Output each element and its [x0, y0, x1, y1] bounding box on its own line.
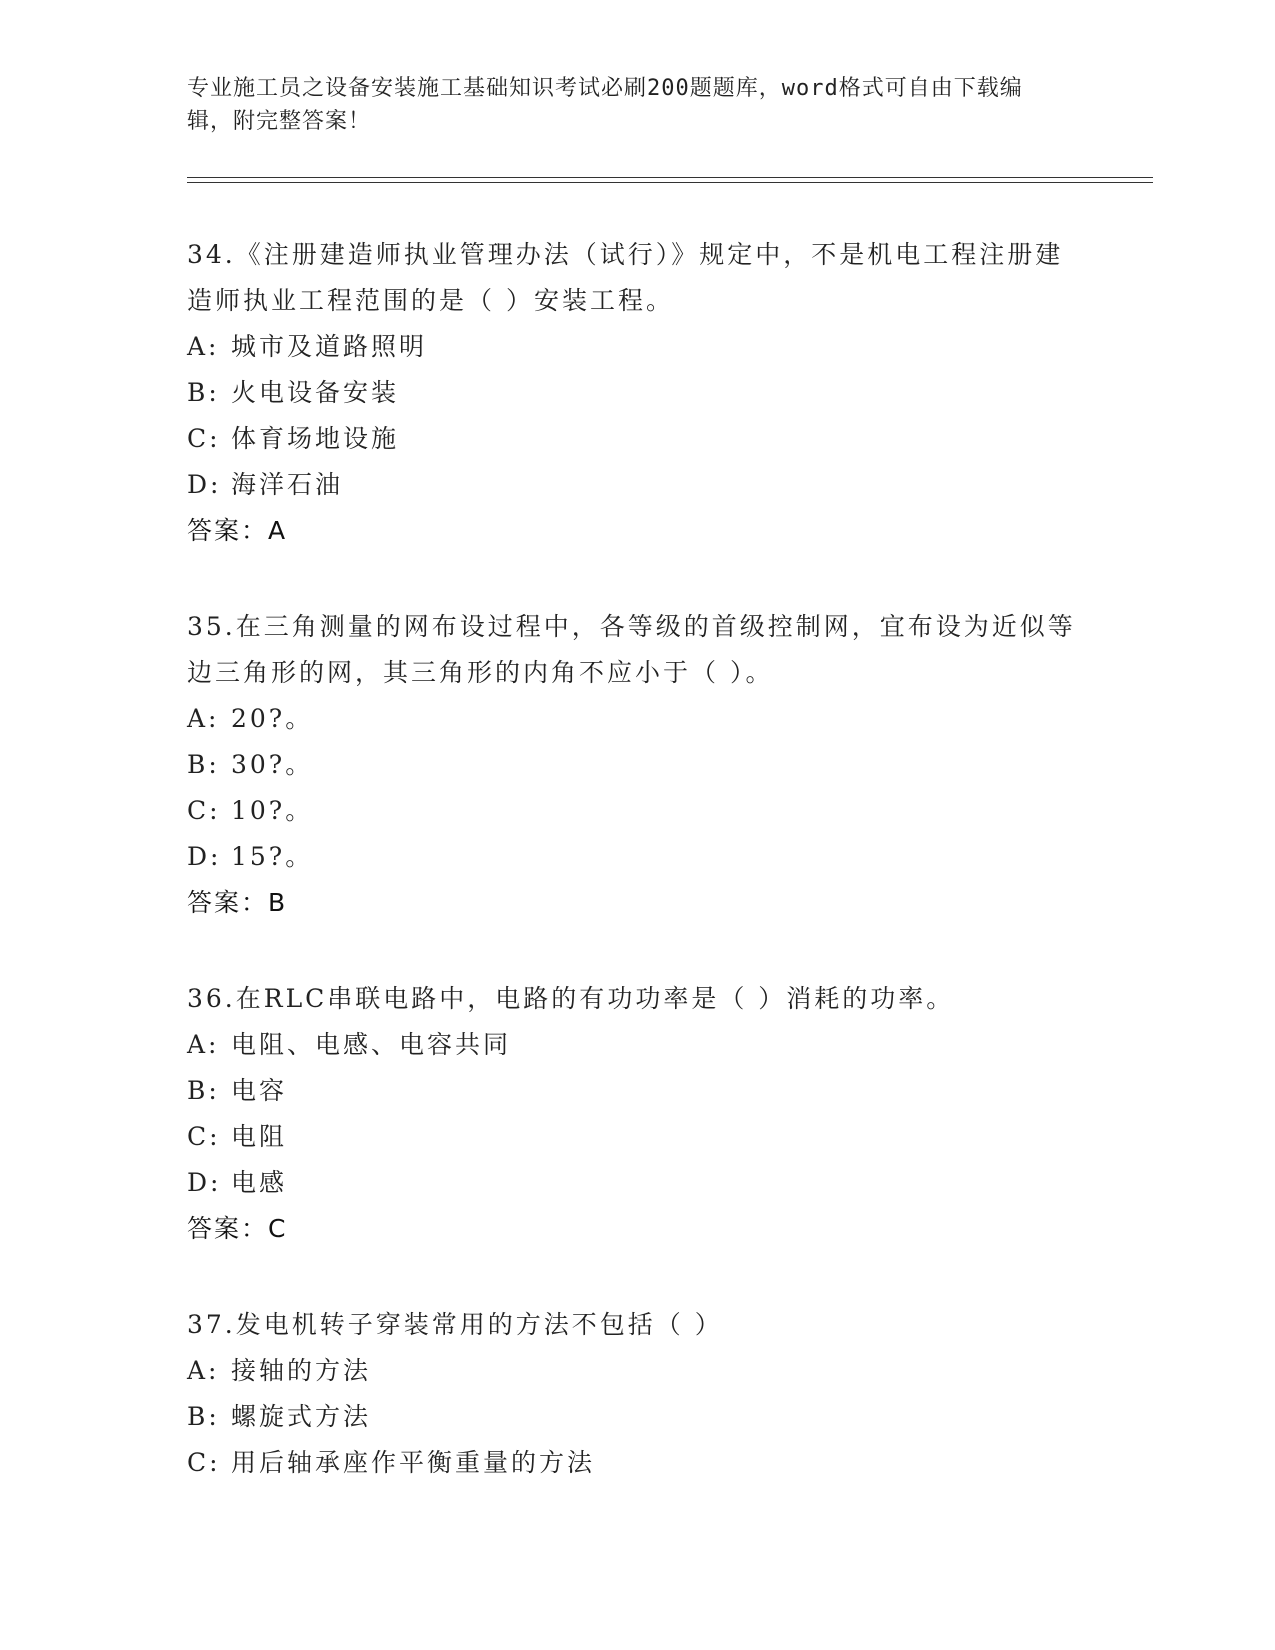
option-b	[187, 1394, 1087, 1440]
option-c	[187, 1440, 1087, 1486]
answer-label: 答案：B	[187, 888, 288, 917]
option-text: 接轴的方法	[231, 1356, 372, 1385]
option-text: 10?。	[231, 796, 314, 825]
option-key: D:	[187, 1168, 222, 1197]
document-header: 专业施工员之设备安装施工基础知识考试必刷200题题库，word格式可自由下载编辑，附完整答案！	[187, 76, 1023, 134]
option-key: A:	[187, 332, 220, 361]
option-text: 20?。	[231, 704, 314, 733]
option-a	[187, 324, 1087, 370]
option-b	[187, 1068, 1087, 1114]
option-key: B:	[187, 750, 220, 779]
question-35	[187, 604, 1087, 926]
option-text: 电阻、电感、电容共同	[231, 1030, 512, 1059]
option-b	[187, 742, 1087, 788]
option-key: C:	[187, 796, 221, 825]
option-text: 螺旋式方法	[231, 1402, 372, 1431]
option-text: 15?。	[231, 842, 314, 871]
option-d	[187, 462, 1087, 508]
option-key: A:	[187, 1030, 220, 1059]
option-text: 30?。	[231, 750, 314, 779]
answer-label: 答案：C	[187, 1214, 288, 1243]
answer-label: 答案：A	[187, 516, 288, 545]
option-key: B:	[187, 1076, 220, 1105]
option-text: 用后轴承座作平衡重量的方法	[231, 1448, 596, 1477]
option-key: B:	[187, 378, 220, 407]
option-a	[187, 1348, 1087, 1394]
option-key: A:	[187, 704, 220, 733]
question-34	[187, 232, 1087, 554]
option-b	[187, 370, 1087, 416]
question-stem: 35.在三角测量的网布设过程中，各等级的首级控制网，宜布设为近似等边三角形的网，其三角形的内角不应小于（ ）。	[187, 612, 1076, 687]
question-37	[187, 1302, 1087, 1486]
option-d	[187, 1160, 1087, 1206]
option-text: 电容	[231, 1076, 288, 1105]
option-text: 火电设备安装	[231, 378, 400, 407]
option-key: C:	[187, 1448, 221, 1477]
option-text: 电阻	[231, 1122, 288, 1151]
option-c	[187, 416, 1087, 462]
question-list	[187, 232, 1087, 1536]
option-text: 体育场地设施	[231, 424, 400, 453]
option-text: 海洋石油	[231, 470, 344, 499]
question-stem: 34.《注册建造师执业管理办法（试行）》规定中，不是机电工程注册建造师执业工程范围的是（ ）安装工程。	[187, 240, 1064, 315]
option-d	[187, 834, 1087, 880]
option-key: C:	[187, 424, 221, 453]
option-key: D:	[187, 842, 222, 871]
option-text: 城市及道路照明	[231, 332, 428, 361]
option-key: B:	[187, 1402, 220, 1431]
header-divider-bottom	[187, 182, 1153, 183]
question-stem: 36.在RLC串联电路中，电路的有功功率是（ ）消耗的功率。	[187, 984, 955, 1013]
option-text: 电感	[231, 1168, 288, 1197]
option-c	[187, 1114, 1087, 1160]
option-a	[187, 1022, 1087, 1068]
option-c	[187, 788, 1087, 834]
option-key: C:	[187, 1122, 221, 1151]
header-divider-top	[187, 177, 1153, 178]
question-36	[187, 976, 1087, 1252]
option-a	[187, 696, 1087, 742]
option-key: D:	[187, 470, 222, 499]
option-key: A:	[187, 1356, 220, 1385]
question-stem: 37.发电机转子穿装常用的方法不包括（ ）	[187, 1310, 723, 1339]
